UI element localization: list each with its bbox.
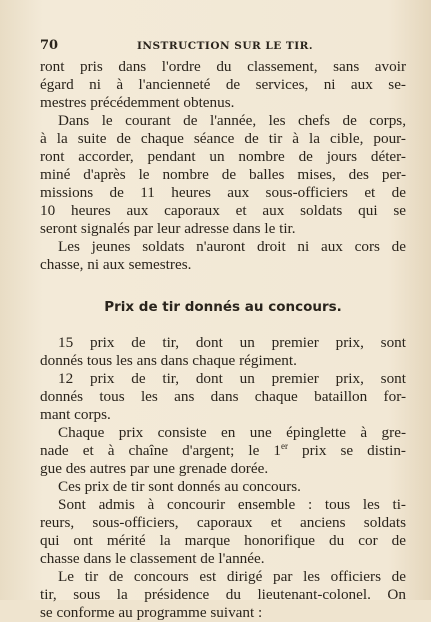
text-line: tir, sous la présidence du lieutenant-colonel. On — [40, 586, 406, 603]
superscript: er — [280, 442, 288, 451]
text-fragment: prix se distin- — [287, 442, 406, 459]
page-number: 70 — [40, 38, 59, 53]
paragraph-permissions — [40, 112, 406, 238]
paragraph-eligibility — [40, 496, 406, 568]
text-line: miné d'après le nombre de balles mises, des per- — [40, 166, 406, 183]
running-title: INSTRUCTION SUR LE TIR. — [136, 40, 314, 52]
text-line: se conforme au programme suivant : — [40, 604, 263, 621]
text-line: reurs, sous-officiers, caporaux et anciens soldats — [40, 514, 406, 531]
paragraph-battalion-prizes — [40, 370, 406, 424]
text-line: Le tir de concours est dirigé par les officiers de — [58, 568, 406, 585]
paragraph-young-soldiers — [40, 238, 406, 274]
text-line: Dans le courant de l'année, les chefs de corps, — [58, 112, 406, 129]
paragraph-direction — [40, 568, 406, 622]
paragraph-contest — [40, 478, 406, 496]
text-line: Sont admis à concourir ensemble : tous les ti- — [58, 496, 406, 513]
text-line: missions de 11 heures aux sous-officiers et de — [40, 184, 406, 201]
text-line: égard ni à l'ancienneté de services, ni aux se- — [40, 76, 406, 93]
text-line: chasse dans le classement de l'année. — [40, 550, 265, 567]
text-line: ront accorder, pendant un nombre de jours déter- — [40, 148, 406, 165]
text-line: donnés tous les ans dans chaque régiment. — [40, 352, 297, 369]
text-line: 10 heures aux caporaux et aux soldats qui se — [40, 202, 406, 219]
text-line: Chaque prix consiste en une épinglette à gre- — [58, 424, 406, 441]
text-line: ront pris dans l'ordre du classement, sans avoir — [40, 58, 406, 75]
paragraph-prize-description — [40, 424, 406, 478]
text-line: mant corps. — [40, 406, 111, 423]
text-line: Ces prix de tir sont donnés au concours. — [58, 478, 301, 495]
text-line: chasse, ni aux semestres. — [40, 256, 192, 273]
text-line — [40, 442, 406, 460]
page-header — [40, 38, 410, 54]
text-line: gue des autres par une grenade dorée. — [40, 460, 269, 477]
text-fragment: nade et à chaîne d'argent; le 1 — [40, 442, 281, 459]
paragraph-continuation — [40, 58, 406, 112]
text-line: seront signalés par leur adresse dans le tir. — [40, 220, 296, 237]
text-line: 12 prix de tir, dont un premier prix, sont — [58, 370, 406, 387]
text-line: à la suite de chaque séance de tir à la cible, pour- — [40, 130, 406, 147]
text-line: qui ont mérité la marque honorifique du cor de — [40, 532, 406, 549]
section-heading: Prix de tir donnés au concours. — [104, 299, 342, 315]
text-line: Les jeunes soldats n'auront droit ni aux cors de — [58, 238, 406, 255]
text-line: mestres précédemment obtenus. — [40, 94, 235, 111]
text-line: donnés tous les ans dans chaque bataillon for- — [40, 388, 406, 405]
page-body — [40, 58, 406, 622]
paragraph-regiment-prizes — [40, 334, 406, 370]
text-line: 15 prix de tir, dont un premier prix, sont — [58, 334, 406, 351]
